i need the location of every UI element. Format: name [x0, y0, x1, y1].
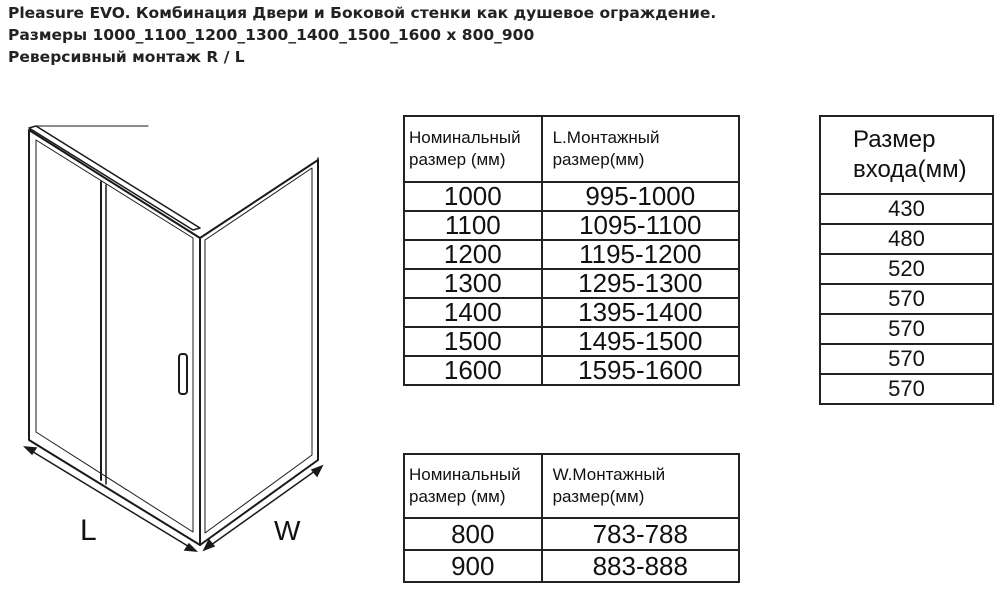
table-row: [820, 224, 993, 254]
nominal-size-cell: 1200: [404, 240, 542, 269]
table-row: [404, 298, 739, 327]
header-line: размер (мм): [409, 150, 506, 169]
top-rail: [29, 126, 200, 230]
entry-size-cell: 570: [820, 344, 993, 374]
entry-size-cell: 570: [820, 284, 993, 314]
door-outer-frame: [29, 130, 200, 545]
entry-size-cell: 520: [820, 254, 993, 284]
table-row: [404, 182, 739, 211]
nominal-size-header: [404, 454, 542, 518]
mounting-size-cell: 783-788: [542, 518, 739, 550]
header-line: размер (мм): [409, 487, 506, 506]
dimension-label-w: W: [274, 515, 301, 546]
table-row: [404, 518, 739, 550]
table-row: [820, 254, 993, 284]
header-line: размер(мм): [552, 150, 645, 169]
mounting-size-cell: 1395-1400: [542, 298, 739, 327]
header-line: Номинальный: [409, 128, 521, 147]
entry-size-cell: 570: [820, 374, 993, 404]
header-title-line: Pleasure EVO. Комбинация Двери и Боковой стенки как душевое ограждение.: [8, 4, 717, 22]
nominal-size-header: [404, 116, 542, 182]
nominal-size-cell: 900: [404, 550, 542, 582]
door-inner-frame: [36, 140, 193, 532]
table-row: [404, 269, 739, 298]
header-line: размер(мм): [552, 487, 645, 506]
door-handle-icon: [179, 354, 187, 394]
header-mount-line: Реверсивный монтаж R / L: [8, 48, 245, 66]
mounting-size-cell: 1595-1600: [542, 356, 739, 385]
l-mounting-size-table: [403, 115, 740, 386]
header-line: W.Монтажный: [552, 465, 666, 484]
w-mounting-size-table: [403, 453, 740, 583]
side-panel-inner: [205, 168, 312, 533]
dimension-label-l: L: [80, 514, 97, 547]
dimension-line-w: [204, 466, 322, 550]
header-line: Размер: [853, 126, 936, 153]
nominal-size-cell: 1100: [404, 211, 542, 240]
nominal-size-cell: 1300: [404, 269, 542, 298]
header-line: Номинальный: [409, 465, 521, 484]
table-row: [404, 327, 739, 356]
table-row: [404, 550, 739, 582]
w-mounting-size-header: [542, 454, 739, 518]
nominal-size-cell: 1400: [404, 298, 542, 327]
table-row: [820, 374, 993, 404]
mounting-size-cell: 1495-1500: [542, 327, 739, 356]
table-row: [820, 284, 993, 314]
table-row: [404, 240, 739, 269]
header-sizes-line: Размеры 1000_1100_1200_1300_1400_1500_1600 х 800_900: [8, 26, 535, 44]
entry-size-cell: 480: [820, 224, 993, 254]
dimension-line-l: [25, 447, 196, 551]
nominal-size-cell: 1600: [404, 356, 542, 385]
table-row: [404, 356, 739, 385]
entry-size-cell: 430: [820, 194, 993, 224]
nominal-size-cell: 800: [404, 518, 542, 550]
table-row: [820, 344, 993, 374]
mounting-size-cell: 1195-1200: [542, 240, 739, 269]
header-line: входа(мм): [853, 156, 967, 183]
nominal-size-cell: 1000: [404, 182, 542, 211]
table-row: [820, 194, 993, 224]
nominal-size-cell: 1500: [404, 327, 542, 356]
l-mounting-size-header: [542, 116, 739, 182]
side-panel-frame: [200, 160, 318, 545]
entry-size-header: [820, 116, 993, 194]
mounting-size-cell: 1295-1300: [542, 269, 739, 298]
mounting-size-cell: 883-888: [542, 550, 739, 582]
mounting-size-cell: 1095-1100: [542, 211, 739, 240]
entry-size-cell: 570: [820, 314, 993, 344]
mounting-size-cell: 995-1000: [542, 182, 739, 211]
table-row: [404, 211, 739, 240]
header-line: L.Монтажный: [552, 128, 660, 147]
table-row: [820, 314, 993, 344]
entry-size-table: [819, 115, 994, 405]
